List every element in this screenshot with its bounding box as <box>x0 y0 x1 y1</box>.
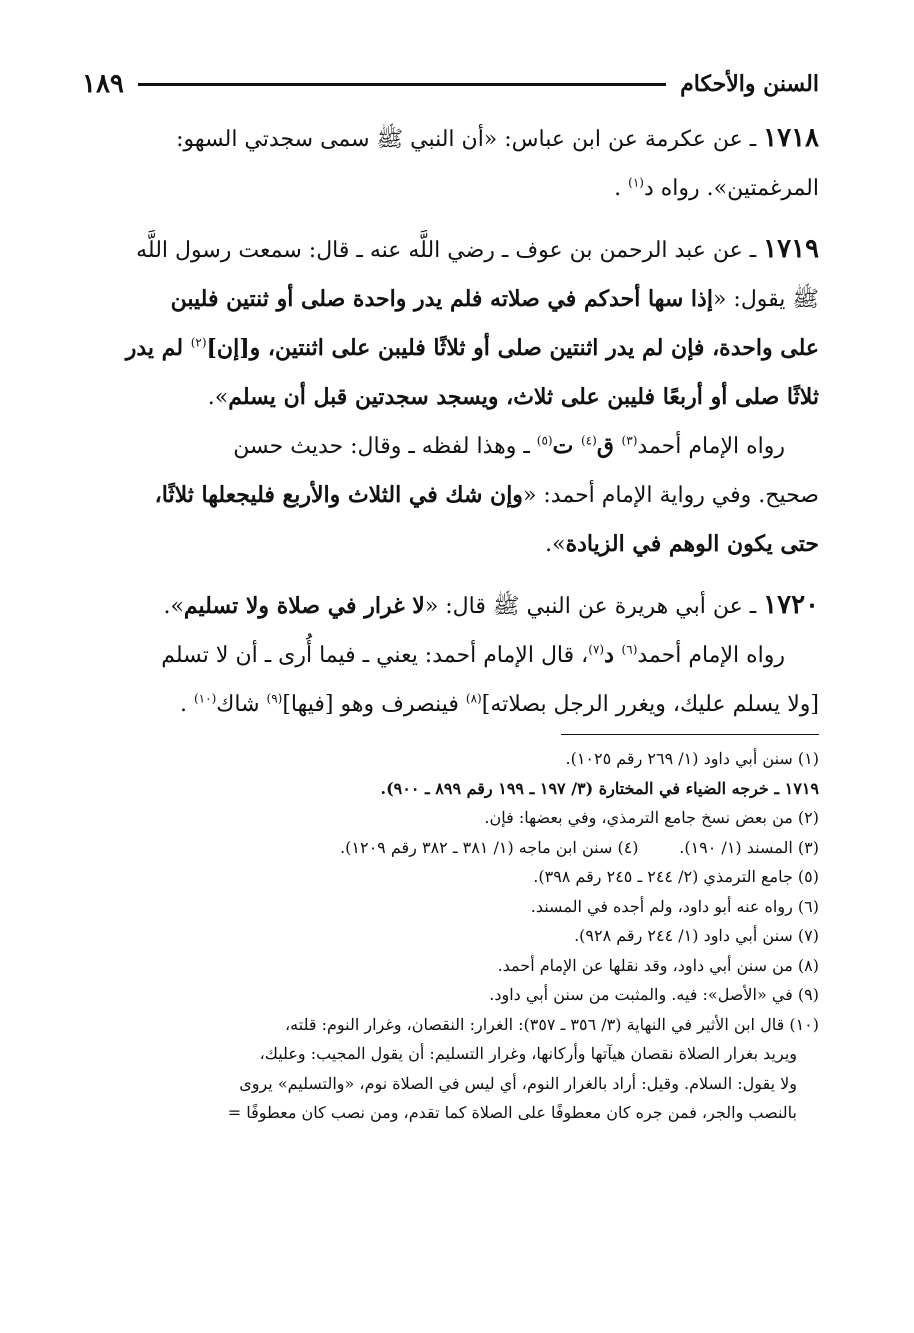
hadith-1719-line-1 <box>82 225 819 275</box>
hadith-1719-line-3 <box>82 324 819 373</box>
riwaya-text: رواه الإمام أحمد <box>637 434 785 459</box>
dash: ـ <box>742 127 764 152</box>
footnote-ref: (٤) <box>580 433 597 448</box>
footnote-6: (٦) رواه عنه أبو داود، ولم أجده في المسند. <box>530 896 819 916</box>
footnote-5: (٥) جامع الترمذي (٢/ ٢٤٤ ـ ٢٤٥ رقم ٣٩٨). <box>533 867 819 886</box>
footnote-separator <box>561 734 819 735</box>
hadith-1719-line-2 <box>82 275 819 324</box>
hadith-text: ﷺ يقول: « <box>712 287 819 312</box>
header-rule <box>138 83 666 86</box>
riwaya-text: فينصرف وهو [فيها] <box>282 692 466 717</box>
hadith-text: عن عكرمة عن ابن عباس: «أن النبي ﷺ سمى سجدتي السهو: <box>176 127 743 152</box>
punct: . <box>179 692 194 717</box>
main-text <box>82 114 819 729</box>
hadith-1719-line-4 <box>82 373 819 422</box>
riwaya-text: ـ وهذا لفظه ـ وقال: حديث حسن <box>233 434 537 459</box>
riwaya-text: شاك <box>216 692 267 717</box>
punct: . <box>614 176 629 201</box>
footnote-ref: (٧) <box>588 642 605 657</box>
hadith-matn: إذا سها أحدكم في صلاته فلم يدر واحدة صلى أو ثنتين فليبن <box>170 286 713 312</box>
footnote-8: (٨) من سنن أبي داود، وقد نقلها عن الإمام أحمد. <box>497 955 819 975</box>
source-code: ت <box>552 433 581 459</box>
source-code: د <box>604 642 622 668</box>
page-header <box>82 64 819 104</box>
dash: ـ <box>742 594 764 619</box>
hadith-matn: وإن شك في الثلاث والأربع فليجعلها ثلاثًا، <box>154 482 523 508</box>
hadith-number: ١٧٢٠ <box>763 590 819 620</box>
footnote-7: (٧) سنن أبي داود (١/ ٢٤٤ رقم ٩٢٨). <box>574 926 819 945</box>
riwaya-text: صحيح. وفي رواية الإمام أحمد: « <box>522 483 819 508</box>
punct: ». <box>545 532 566 557</box>
hadith-1719-riwaya-1 <box>82 422 819 471</box>
footnote-ref: (٢) <box>190 335 207 350</box>
footnote-10: (١٠) قال ابن الأثير في النهاية (٣/ ٣٥٦ ـ ٣٥٧): الغرار: النقصان، وغرار النوم: قلته، <box>285 1014 819 1034</box>
riwaya-text: ، قال الإمام أحمد: يعني ـ فيما أُرى ـ أن لا تسلم <box>161 643 589 668</box>
footnote-1719: ١٧١٩ ـ خرجه الضياء في المختارة (٣/ ١٩٧ ـ ١٩٩ رقم ٨٩٩ ـ ٩٠٠). <box>380 778 819 798</box>
hadith-matn: لم يدر <box>125 335 191 361</box>
footnote-ref: (٣) <box>621 433 638 448</box>
hadith-1720-line-1 <box>82 581 819 631</box>
footnote-ref: (٨) <box>465 691 482 706</box>
source-code: ق <box>596 433 622 459</box>
footnote-2: (٢) من بعض نسخ جامع الترمذي، وفي بعضها: فإن. <box>484 808 819 827</box>
footnote-10-cont-1: ويريد بغرار الصلاة نقصان هيآتها وأركانها، وغرار التسليم: أن يقول المجيب: وعليك، <box>259 1044 797 1063</box>
hadith-1718-line-2 <box>82 164 819 213</box>
hadith-1718-line-1 <box>82 114 819 164</box>
punct: ». <box>163 594 184 619</box>
footnote-ref: (١) <box>628 175 644 190</box>
hadith-number: ١٧١٨ <box>763 123 819 153</box>
riwaya-text: رواه الإمام أحمد <box>637 643 785 668</box>
hadith-1720-riwaya-2 <box>82 680 819 729</box>
footnote-ref: (٦) <box>621 642 638 657</box>
footnote-ref: (٥) <box>536 433 553 448</box>
hadith-1719-riwaya-3 <box>82 520 819 569</box>
footnote-10-cont-3: بالنصب والجر، فمن جره كان معطوفًا على الصلاة كما تقدم، ومن نصب كان معطوفًا = <box>227 1103 797 1122</box>
footnote-10-cont-2: ولا يقول: السلام. وقيل: أراد بالغرار النوم، أي ليس في الصلاة نوم، «والتسليم» يروى <box>239 1073 797 1093</box>
footnote-ref: (١٠) <box>193 691 217 706</box>
riwaya-text: [ولا يسلم عليك، ويغرر الرجل بصلاته] <box>481 692 819 717</box>
footnote-1: (١) سنن أبي داود (١/ ٢٦٩ رقم ١٠٢٥). <box>565 749 819 768</box>
hadith-matn: ثلاثًا صلى أو أربعًا فليبن على ثلاث، ويسجد سجدتين قبل أن يسلم <box>228 384 819 410</box>
footnote-3-4: (٣) المسند (١/ ١٩٠). (٤) سنن ابن ماجه (١/ ٣٨١ ـ ٣٨٢ رقم ١٢٠٩). <box>340 837 819 857</box>
hadith-text: عن أبي هريرة عن النبي ﷺ قال: « <box>424 594 743 619</box>
hadith-matn: لا غرار في صلاة ولا تسليم <box>183 593 425 619</box>
hadith-matn: حتى يكون الوهم في الزيادة <box>565 531 819 557</box>
footnotes <box>82 744 819 1128</box>
hadith-matn: على واحدة، فإن لم يدر اثنتين صلى أو ثلاثًا فليبن على اثنتين، و[إن] <box>206 335 819 361</box>
footnote-ref: (٩) <box>266 691 283 706</box>
hadith-text: المرغمتين». رواه د <box>643 176 819 201</box>
punct: ». <box>207 385 229 410</box>
hadith-1720-riwaya-1 <box>82 631 819 680</box>
hadith-number: ١٧١٩ <box>763 234 819 264</box>
hadith-1719-riwaya-2 <box>82 471 819 520</box>
hadith-text: عن عبد الرحمن بن عوف ـ رضي اللَّه عنه ـ قال: سمعت رسول اللَّه <box>136 238 743 263</box>
footnote-9: (٩) في «الأصل»: فيه. والمثبت من سنن أبي داود. <box>489 985 819 1004</box>
page-number: ١٨٩ <box>82 69 124 99</box>
page-title: السنن والأحكام <box>680 71 819 97</box>
dash: ـ <box>742 238 764 263</box>
